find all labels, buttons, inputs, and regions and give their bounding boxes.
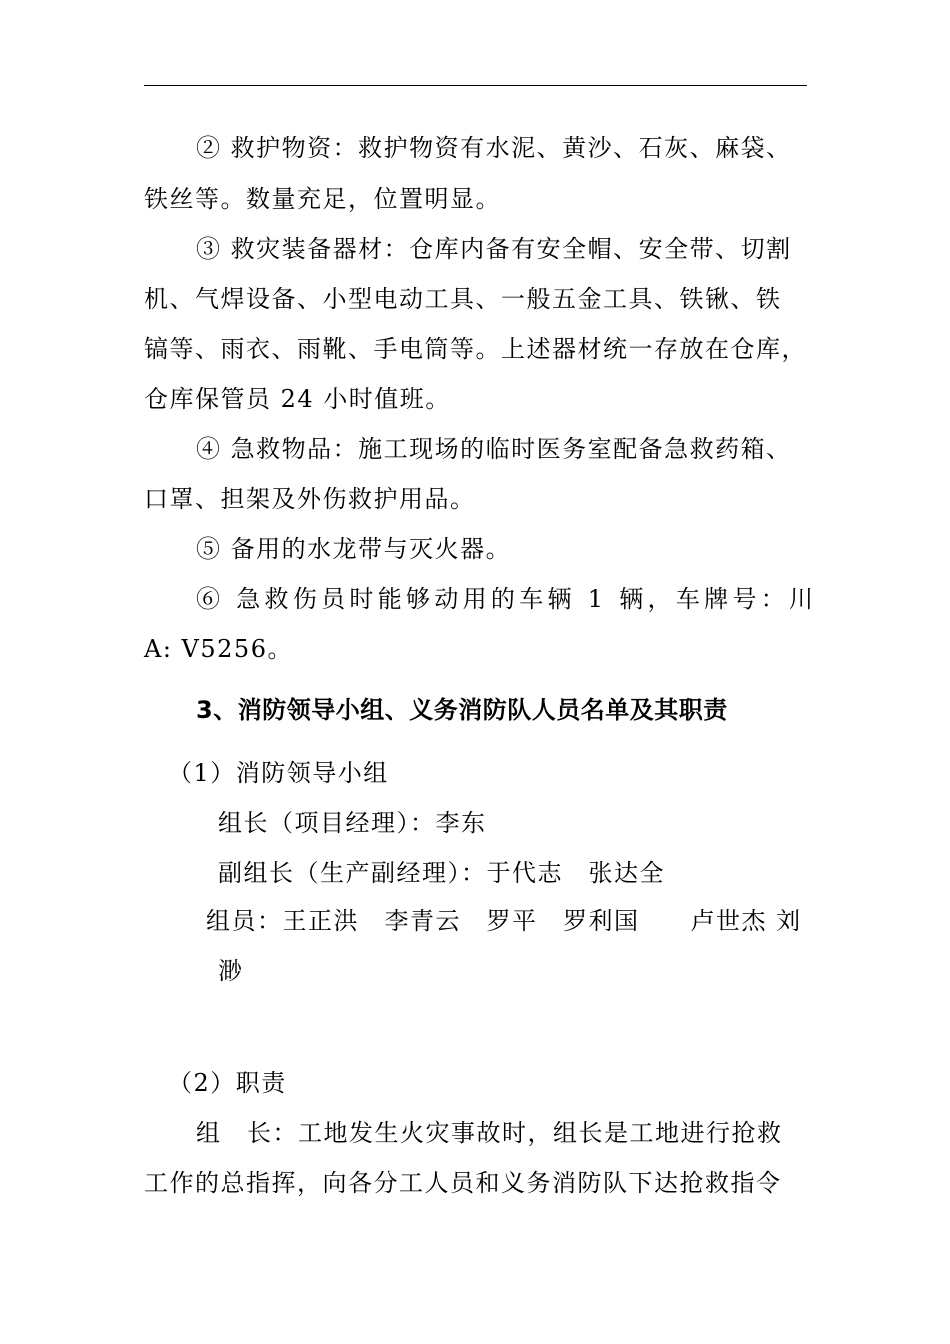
paragraph-equipment-line2: 机、气焊设备、小型电动工具、一般五金工具、铁锹、铁 [144,285,782,313]
subsection-duties-title: （2）职责 [168,1069,287,1097]
paragraph-first-aid-line1: ④ 急救物品：施工现场的临时医务室配备急救药箱、 [196,435,792,463]
duty-line1: 组 长：工地发生火灾事故时，组长是工地进行抢救 [196,1119,783,1147]
members-line2: 渺 [218,957,244,985]
duty-line2: 工作的总指挥，向各分工人员和义务消防队下达抢救指令 [144,1169,782,1197]
paragraph-equipment-line1: ③ 救灾装备器材：仓库内备有安全帽、安全带、切割 [196,235,792,263]
deputy-line: 副组长（生产副经理）：于代志 张达全 [218,859,665,887]
subsection-leadership-title: （1）消防领导小组 [168,759,389,787]
leader-line: 组长（项目经理）：李东 [218,809,487,837]
paragraph-equipment-line4: 仓库保管员 24 小时值班。 [144,385,451,413]
header-rule [144,85,807,86]
paragraph-equipment-line3: 镐等、雨衣、雨靴、手电筒等。上述器材统一存放在仓库， [144,335,807,363]
members-line1: 组员：王正洪 李青云 罗平 罗利国 卢世杰 刘 [206,907,802,935]
paragraph-rescue-supplies-line1: ② 救护物资：救护物资有水泥、黄沙、石灰、麻袋、 [196,134,792,162]
paragraph-first-aid-line2: 口罩、担架及外伤救护用品。 [144,485,476,513]
paragraph-vehicle-line2: A: V5256。 [144,635,293,663]
paragraph-spare-equipment: ⑤ 备用的水龙带与灭火器。 [196,535,512,563]
section-heading: 3、消防领导小组、义务消防队人员名单及其职责 [196,696,728,724]
paragraph-rescue-supplies-line2: 铁丝等。数量充足，位置明显。 [144,185,501,213]
paragraph-vehicle-line1: ⑥ 急救伤员时能够动用的车辆 1 辆，车牌号：川 [196,585,818,613]
